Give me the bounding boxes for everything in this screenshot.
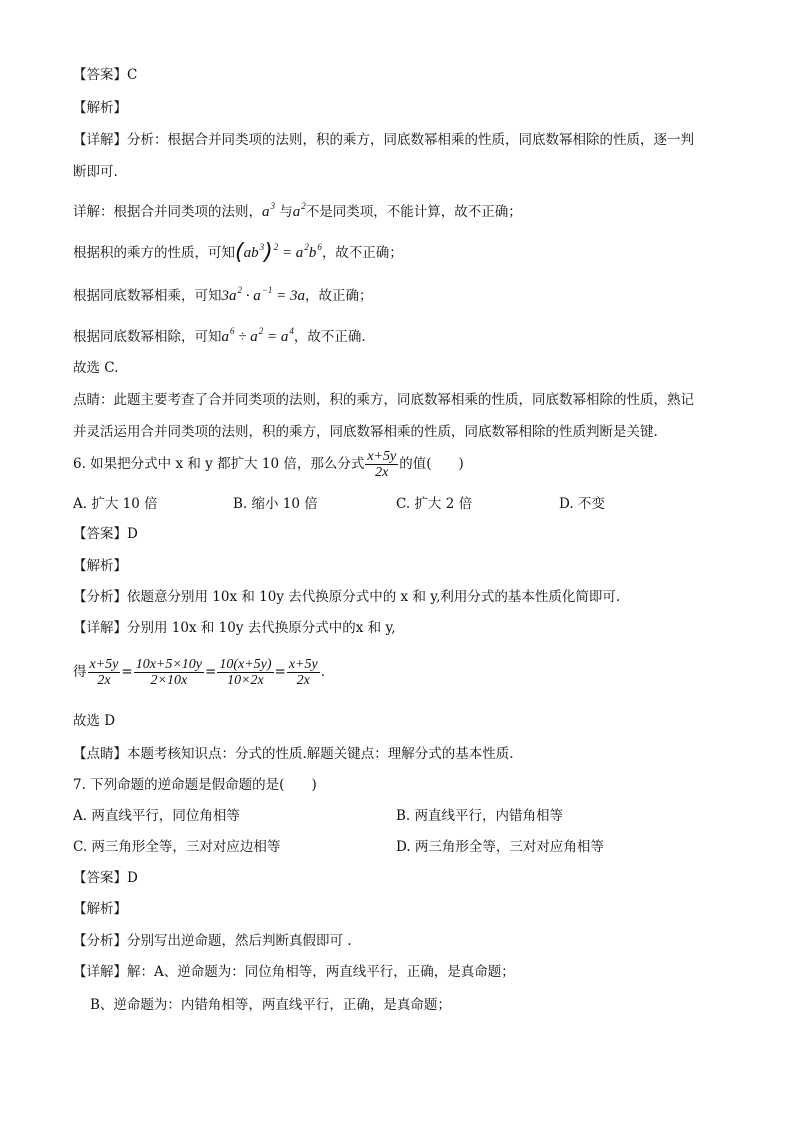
q5-detail-line1: 【详解】分析：根据合并同类项的法则，积的乘方，同底数幂相乘的性质，同底数幂相除的性质，逐一判: [73, 132, 694, 148]
q7-option-a: A. 两直线平行，同位角相等: [73, 808, 240, 824]
q6-option-a: A. 扩大 10 倍: [73, 496, 158, 512]
q5-detail-line2: 断即可.: [73, 164, 118, 180]
q6-analysis-label: 【解析】: [73, 558, 127, 574]
step2-suffix: ，故不正确；: [321, 245, 403, 261]
answer-label: 【答案】: [73, 526, 127, 542]
answer-label: 【答案】: [73, 870, 127, 886]
q5-answer: [73, 66, 137, 84]
math-a2: $a^2$: [292, 201, 306, 220]
q7-analysis-label: 【解析】: [73, 901, 127, 917]
q6-stem: [73, 447, 464, 481]
step3-suffix: ，故正确；: [304, 288, 373, 304]
q5-comment-line1: 点睛：此题主要考查了合并同类项的法则，积的乘方，同底数幂相乘的性质，同底数幂相除的性质，熟记: [73, 392, 694, 408]
q6-option-b: B. 缩小 10 倍: [233, 496, 318, 512]
q7-option-b: B. 两直线平行，内错角相等: [396, 808, 564, 824]
calc-fraction-4: $\frac{x+5y}{2x}$: [288, 657, 318, 688]
q6-choose: 故选 D: [73, 713, 116, 729]
step4-suffix: ，故不正确.: [293, 329, 366, 345]
q6-fraction: $\frac{x+5y}{2x}$: [367, 449, 397, 480]
calc-fraction-1: $\frac{x+5y}{2x}$: [89, 657, 119, 688]
q5-step2: [73, 238, 403, 265]
q6-option-c: C. 扩大 2 倍: [396, 496, 473, 512]
calc-fraction-3: $\frac{10(x+5y)}{10\times 2x}$: [219, 657, 272, 688]
q7-stem: 7. 下列命题的逆命题是假命题的是( ): [73, 777, 317, 793]
step1-prefix: 详解：根据合并同类项的法则，: [73, 204, 262, 220]
q5-choose: 故选 C.: [73, 360, 119, 376]
q6-comment: 【点睛】本题考核知识点：分式的性质.解题关键点：理解分式的基本性质.: [73, 746, 514, 762]
q7-option-d: D. 两三角形全等，三对对应角相等: [396, 839, 604, 855]
q7-detail-b: B、逆命题为：内错角相等，两直线平行，正确，是真命题；: [90, 997, 451, 1013]
q5-step3: [73, 281, 372, 305]
q6-stem-suffix: 的值( ): [399, 456, 464, 472]
q5-analysis-label: 【解析】: [73, 100, 127, 116]
step2-prefix: 根据积的乘方的性质，可知: [73, 245, 235, 261]
step3-prefix: 根据同底数幂相乘，可知: [73, 288, 222, 304]
step1-suffix: 不是同类项，不能计算，故不正确；: [305, 204, 522, 220]
q7-answer: [73, 869, 138, 887]
q7-option-c: C. 两三角形全等，三对对应边相等: [73, 839, 281, 855]
q6-calc: 得 $\frac{x+5y}{2x}$ = $\frac{10x+5\times 10y}{2\times 10x}$ = $\frac{10(x+5y)}{10\times 2x}$ = $\frac{x+5y}{2x}$ .: [73, 657, 326, 688]
answer-value: D: [127, 526, 138, 542]
q5-comment-line2: 并灵活运用合并同类项的法则，积的乘方，同底数幂相乘的性质，同底数幂相除的性质判断是关键.: [73, 424, 658, 440]
q6-option-d: D. 不变: [559, 496, 605, 512]
answer-value: D: [127, 870, 138, 886]
q6-detail-text: 【详解】分别用 10x 和 10y 去代换原分式中的x 和 y,: [73, 620, 396, 636]
math-a3: $a^3$: [262, 201, 275, 220]
calc-fraction-2: $\frac{10x+5\times 10y}{2\times 10x}$: [135, 657, 203, 688]
math-quotient: $a^6 \div a^2 = a^4$: [221, 326, 294, 345]
step4-prefix: 根据同底数幂相除，可知: [73, 329, 222, 345]
math-power-of-product: $(ab^3)^2 = a^2b^6$: [235, 240, 322, 265]
math-product: $3a^2 \cdot a^{-1} = 3a$: [221, 285, 305, 304]
q7-detail-a: 【详解】解：A、逆命题为：同位角相等，两直线平行，正确，是真命题；: [73, 964, 515, 980]
q5-step1: 详解：根据合并同类项的法则，$a^3$ 与$a^2$不是同类项，不能计算，故不正确；: [73, 201, 522, 220]
q6-analysis-text: 【分析】依题意分别用 10x 和 10y 去代换原分式中的 x 和 y,利用分式的基本性质化简即可.: [73, 589, 621, 605]
q6-answer: [73, 525, 138, 543]
q6-stem-prefix: 6. 如果把分式中 x 和 y 都扩大 10 倍，那么分式: [73, 456, 365, 472]
q7-analysis-text: 【分析】分别写出逆命题，然后判断真假即可 .: [73, 933, 352, 949]
answer-value: C: [127, 67, 138, 83]
answer-label: 【答案】: [73, 67, 127, 83]
calc-prefix: 得: [73, 664, 87, 680]
q5-step4: [73, 322, 366, 346]
